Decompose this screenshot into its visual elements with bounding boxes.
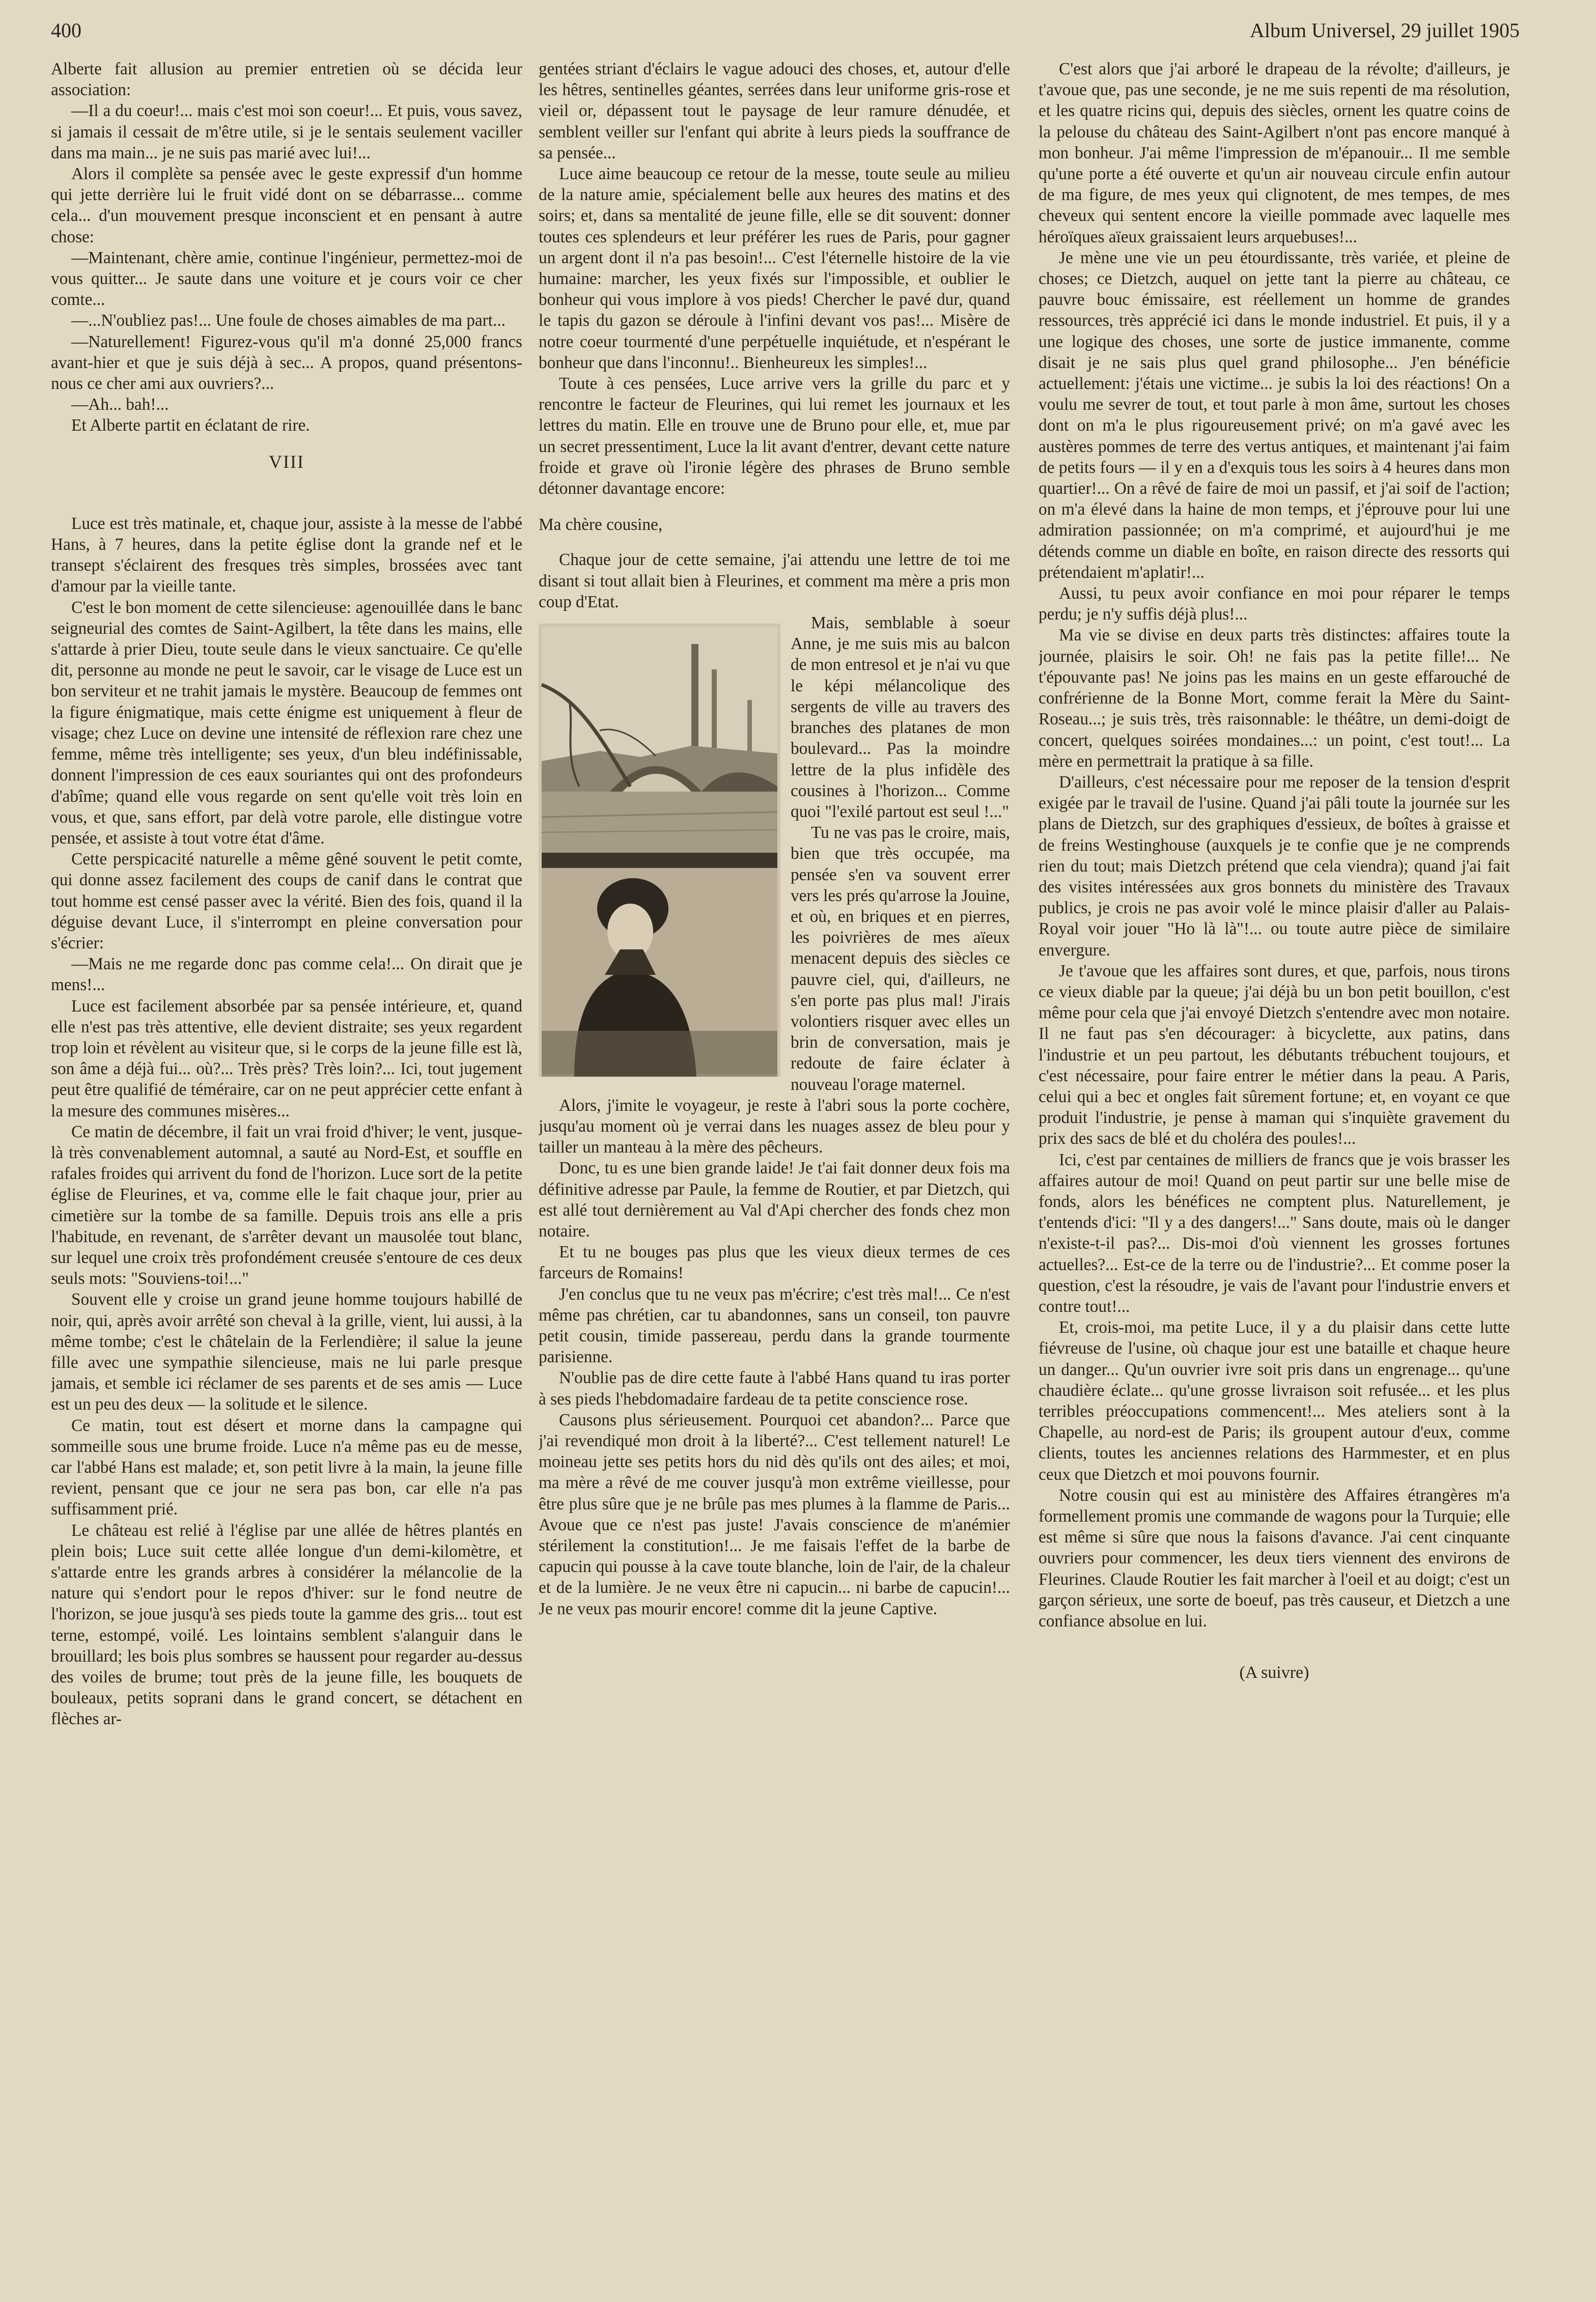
paragraph: Luce aime beaucoup ce retour de la messe, toute seule au milieu de la nature amie, spécialement belle aux heures des matins et des soirs; et, dans sa mentalité de jeune fille, elle se dit souvent: donner toutes ces splendeurs et leur préférer les rues de Paris, pour gagner un argent dont il n'a pas besoin!... C'est l'éternelle histoire de la vie humaine: marcher, les yeux fixés sur l'impossible, et oublier le bonheur qui vous implore à vos pieds! Chercher le pavé dur, quand le tapis du gazon se déroule à l'infini devant vos pas!... Misère de notre coeur tourmenté d'une perpétuelle inquiétude, et n'espérant le bonheur que dans l'inconnu!.. Bienheureux les simples!...	[539, 164, 1010, 372]
paragraph: C'est le bon moment de cette silencieuse: agenouillée dans le banc seigneurial des comtes de Saint-Agilbert, la tête dans les mains, elle s'attarde à prier Dieu, toute seule dans le vieux sanctuaire. Ce qu'elle dit, personne au monde ne peut le savoir, car le visage de Luce est un bon serviteur et ne trahit jamais le mystère. Beaucoup de femmes ont la figure énigmatique, mais cette énigme est uniquement à fleur de visage; chez Luce on devine une intensité de réflexion rare chez une femme, même très intelligente; ses yeux, d'un bleu indéfinissable, donnent l'impression de ces eaux souriantes qui ont des profondeurs d'abîme; quand elle vous regarde on sent qu'elle voit très loin en vous, et que, sans effort, par delà votre parole, elle distingue votre pensée, et assiste à tout votre état d'âme.	[51, 598, 522, 848]
paragraph: Alberte fait allusion au premier entretien où se décida leur association:	[51, 60, 522, 100]
illustration	[539, 624, 780, 1077]
column-2	[539, 59, 1010, 2291]
paragraph: D'ailleurs, c'est nécessaire pour me reposer de la tension d'esprit exigée par le travail de l'usine. Quand j'ai pâli toute la journée sur les plans de Dietzch, sur des graphiques d'essieux, de boîtes à graisse et de freins Westinghouse (auxquels je te confie que je ne comprends rien du tout; mais Dietzch prétend que cela viendra); quand j'ai fait des visites intéressées aux gros bonnets du ministère des Travaux publics, je crois ne pas avoir volé le mince plaisir d'aller au Palais-Royal voir jouer "Ho là là"!... ou toute autre pièce de similaire envergure.	[1039, 772, 1510, 960]
paragraph: —Maintenant, chère amie, continue l'ingénieur, permettez-moi de vous quitter... Je saute dans une voiture et je cours voir ce cher comte...	[51, 248, 522, 310]
paragraph: Ma vie se divise en deux parts très distinctes: affaires toute la journée, plaisirs le soir. Oh! ne fais pas la petite fille!... Ne t'épouvante pas! Ne joins pas les mains en un geste effarouché de confrérienne de la Bonne Mort, comme ferait la Mère du Saint-Roseau...; je suis très, très raisonnable: le théâtre, un demi-doigt de concert, quelques soirées mondaines...: un point, c'est tout!... La mère en permettrait la pratique à sa fille.	[1039, 626, 1510, 771]
paragraph: Aussi, tu peux avoir confiance en moi pour réparer le temps perdu; je n'y suffis déjà plus!...	[1039, 584, 1510, 624]
paragraph: Et tu ne bouges pas plus que les vieux dieux termes de ces farceurs de Romains!	[539, 1243, 1010, 1283]
paragraph: gentées striant d'éclairs le vague adouci des choses, et, autour d'elle les hêtres, sentinelles géantes, serrées dans leur uniforme gris-rose et vieil or, dépassent tout le paysage de leur ramure dénudée, et semblent veiller sur l'enfant qui abrite à leurs pieds la souffrance de sa pensée...	[539, 60, 1010, 162]
paragraph: Notre cousin qui est au ministère des Affaires étrangères m'a formellement promis une commande de wagons pour la Turquie; elle est même si sûre que nous la faisons d'avance. J'ai cent cinquante ouvriers pour commencer, les deux tiers viennent des environs de Fleurines. Claude Routier les fait marcher à l'oeil et au doigt; c'est un garçon sérieux, une sorte de boeuf, pas très causeur, et Dietzch a une confiance absolue en lui.	[1039, 1485, 1510, 1631]
column-1	[51, 59, 522, 2291]
section-heading: VIII	[269, 451, 304, 472]
column-3	[1039, 59, 1510, 2291]
paragraph: —Naturellement! Figurez-vous qu'il m'a donné 25,000 francs avant-hier et que je suis déjà à sec... A propos, quand présentons-nous ce cher ami aux ouvriers?...	[51, 332, 522, 394]
paragraph: Alors, j'imite le voyageur, je reste à l'abri sous la porte cochère, jusqu'au moment où je verrai dans les nuages assez de bleu pour y tailler un manteau à la mère des pêcheurs.	[539, 1096, 1010, 1157]
paragraph: Ce matin, tout est désert et morne dans la campagne qui sommeille sous une brume froide. Luce n'a même pas eu de messe, car l'abbé Hans est malade; et, son petit livre à la main, la jeune fille revient, pensant que ce jour ne sera pas bon, car elle n'a pas suffisamment prié.	[51, 1416, 522, 1519]
paragraph: Luce est très matinale, et, chaque jour, assiste à la messe de l'abbé Hans, à 7 heures, dans la petite église dont la grande nef et le transept s'éclairent des fresques très simples, brossées avec tant d'amour par la vieille tante.	[51, 514, 522, 596]
paragraph: C'est alors que j'ai arboré le drapeau de la révolte; d'ailleurs, je t'avoue que, pas une seconde, je ne me suis repenti de ma résolution, et les quatre ricins qui, depuis des siècles, ornent les quatre coins de la pelouse du château des Saint-Agilbert n'ont pas encore manqué à mon bonheur. J'ai même l'impression de m'épanouir... Il me semble qu'une porte a été ouverte et qu'un air nouveau circule enfin autour de ma figure, de mes yeux qui clignotent, de mes tempes, de mes cheveux qui sentent encore la vieille pommade avec laquelle mes héroïques aïeux graissaient leurs arquebuses!...	[1039, 60, 1510, 246]
publication-date: Album Universel, 29 juillet 1905	[1250, 19, 1520, 42]
paragraph: —Mais ne me regarde donc pas comme cela!... On dirait que je mens!...	[51, 955, 522, 995]
paragraph: Luce est facilement absorbée par sa pensée intérieure, et, quand elle n'est pas très attentive, elle devient distraite; ses yeux regardent trop loin et révèlent au visiteur que, si le corps de la jeune fille est là, son âme a déjà fui... où?... Très près? Très loin?... Ici, tout jugement peut être qualifié de téméraire, car on ne peut apprécier cette enfant à la mesure des communes misères...	[51, 996, 522, 1120]
paragraph: N'oublie pas de dire cette faute à l'abbé Hans quand tu iras porter à ses pieds l'hebdomadaire fardeau de ta petite conscience rose.	[539, 1368, 1010, 1409]
paragraph: —...N'oubliez pas!... Une foule de choses aimables de ma part...	[71, 311, 506, 330]
paragraph: Alors il complète sa pensée avec le geste expressif d'un homme qui jette derrière lui le fruit vidé dont on se débarrasse... comme cela... d'un mouvement presque inconscient et en pensant à autre chose:	[51, 164, 522, 246]
paragraph: Je mène une vie un peu étourdissante, très variée, et pleine de choses; ce Dietzch, auquel on jette tant la pierre au château, ce pauvre bouc émissaire, est réellement un homme de grandes ressources, très apprécié ici dans le monde industriel. Et puis, il y a une logique des choses, une sorte de justice immanente, comme disait je ne sais plus quel grand philosophe... J'en bénéficie actuellement: j'étais une victime... je subis la loi des réactions! On a voulu me sevrer de tout, et tout parle à mon âme, surtout les choses dont on m'a le plus rigoureusement privé; on m'a gavé avec les austères pommes de terre des vertus antiques, et maintenant j'ai faim de petits fours — il y en a d'exquis tous les soirs à 4 heures dans mon quartier!... On a rêvé de faire de moi un passif, et j'ai soif de l'action; on m'a élevé dans la haine de mon temps, et j'éprouve pour lui une admiration passionnée; on m'a comprimé, et aujourd'hui je me détends comme un diable en boîte, en raison directe des ressorts qui prétendaient m'aplatir!...	[1039, 248, 1510, 582]
paragraph: Et Alberte partit en éclatant de rire.	[71, 416, 310, 435]
paragraph: Ce matin de décembre, il fait un vrai froid d'hiver; le vent, jusque-là très convenablement automnal, a sauté au Nord-Est, et souffle en rafales froides qui arrivent du fond de l'horizon. Luce sort de la petite église de Fleurines, et va, comme elle le fait chaque jour, prier au cimetière sur la tombe de sa famille. Depuis trois ans elle a pris l'habitude, en revenant, de s'arrêter devant un mausolée tout blanc, sur lequel une croix très profondément creusée s'entoure de ces deux seuls mots: "Souviens-toi!..."	[51, 1122, 522, 1288]
paragraph: —Il a du coeur!... mais c'est moi son coeur!... Et puis, vous savez, si jamais il cessait de m'être utile, si je le sentais seulement vaciller dans ma main... je ne suis pas marié avec lui!...	[51, 101, 522, 162]
paragraph: Souvent elle y croise un grand jeune homme toujours habillé de noir, qui, après avoir arrêté son cheval à la grille, vient, lui aussi, à la même tombe; c'est le châtelain de la Ferlendière; il salue la jeune fille avec une sympathie silencieuse, mais ne lui parle presque jamais, et semble ici réclamer de ses parents et de ses amis — Luce est un peu des deux — la solitude et le silence.	[51, 1290, 522, 1414]
paragraph: Le château est relié à l'église par une allée de hêtres plantés en plein bois; Luce suit cette allée longue d'un demi-kilomètre, et s'attarde entre les grands arbres à considérer la mélancolie de la nature qui s'endort pour le repos d'hiver: sur le fond neutre de l'horizon, se joue jusqu'à ses pieds toute la gamme des gris... tout est terne, estompé, voilé. Les lointains semblent s'alanguir dans le brouillard; les bois plus sombres se haussent pour regarder au-dessus des voiles de brume; tout près de la jeune fille, les bouquets de bouleaux, petits soprani dans le grand concert, se détachent en flèches ar-	[51, 1521, 522, 1729]
paragraph: Donc, tu es une bien grande laide! Je t'ai fait donner deux fois ma définitive adresse par Paule, la femme de Routier, et par Dietzch, qui est allé tout dernièrement au Val d'Api chercher des fonds chez mon notaire.	[539, 1159, 1010, 1241]
paragraph: Toute à ces pensées, Luce arrive vers la grille du parc et y rencontre le facteur de Fleurines, qui lui remet les journaux et les lettres du matin. Elle en trouve une de Bruno pour elle, et, mue par un secret pressentiment, Luce la lit avant d'entrer, devant cette nature froide et grave où l'ironie légère des phrases de Bruno semble détonner davantage encore:	[539, 374, 1010, 498]
paragraph: Mais, semblable à soeur Anne, je me suis mis au balcon de mon entresol et je n'ai vu que le képi mélancolique des sergents de ville au travers des branches des platanes de mon boulevard... Pas la moindre lettre de la plus infidèle des cousines à l'horizon... Comme quoi "l'exilé partout est seul !..."	[791, 613, 1010, 821]
letter-salutation: Ma chère cousine,	[539, 515, 663, 535]
paragraph: Ici, c'est par centaines de milliers de francs que je vois brasser les affaires autour de moi! Quand on peut partir sur une belle mise de fonds, alors les bénéfices ne comptent plus. Naturellement, je t'entends d'ici: "Il y a des dangers!..." Sans doute, mais où le danger n'existe-t-il pas?... Dis-moi d'où viennent les grosses fortunes actuelles?... Est-ce de la terre ou de l'industrie?... Et comme poser la question, c'est la résoudre, je vais de l'avant pour l'industrie envers et contre tout!...	[1039, 1150, 1510, 1316]
to-be-continued: (A suivre)	[1239, 1663, 1309, 1682]
paragraph: Cette perspicacité naturelle a même gêné souvent le petit comte, qui donne assez facilement des coups de canif dans le contrat que tout homme est censé passer avec la vérité. Bien des fois, quand il la déguise devant Luce, il s'interrompt en pleine conversation pour s'écrier:	[51, 850, 522, 952]
paragraph: Chaque jour de cette semaine, j'ai attendu une lettre de toi me disant si tout allait bien à Fleurines, et comment ma mère a pris mon coup d'Etat.	[539, 550, 1010, 611]
paragraph: —Ah... bah!...	[71, 395, 169, 414]
paragraph: J'en conclus que tu ne veux pas m'écrire; c'est très mal!... Ce n'est même pas chrétien, car tu abandonnes, sans un conseil, ton pauvre petit cousin, timide passereau, perdu dans la grande tourmente parisienne.	[539, 1284, 1010, 1367]
woman-at-window-illustration	[539, 624, 780, 1077]
paragraph: Tu ne vas pas le croire, mais, bien que très occupée, ma pensée s'en va souvent errer vers les prés qu'arrose la Jouine, et où, en briques et en pierres, les poivrières de mes aïeux menacent depuis des siècles ce pauvre ciel, qui, d'ailleurs, ne s'en porte pas plus mal! J'irais volontiers risquer avec elles un brin de conversation, mais je redoute de faire éclater à nouveau l'orage maternel.	[791, 823, 1010, 1094]
paragraph: Causons plus sérieusement. Pourquoi cet abandon?... Parce que j'ai revendiqué mon droit à la liberté?... C'est tellement naturel! Le moineau jette ses petits hors du nid dès qu'ils ont des ailes; et moi, ma mère a rêvé de me couver jusqu'à mon extrême vieillesse, pour être plus sûre que je ne brûle pas mes plumes à la flamme de Paris... Avoue que ce n'est pas juste! J'avais conscience de m'anémier stérilement la constitution!... Je me faisais l'effet de la barbe de capucin qui pousse à la cave toute blanche, loin de l'air, de la chaleur et de la lumière. Je ne veux être ni capucin... ni barbe de capucin!... Je ne veux pas mourir encore! comme dit la jeune Captive.	[539, 1410, 1010, 1618]
page-number: 400	[51, 19, 81, 42]
page-header	[51, 15, 1520, 46]
paragraph: Et, crois-moi, ma petite Luce, il y a du plaisir dans cette lutte fiévreuse de l'usine, où chaque jour est une bataille et chaque heure un danger... Qu'un ouvrier ivre soit pris dans un engrenage... qu'une chaudière éclate... qu'une grosse livraison soit refusée... et les plus terribles préoccupations commencent!... Mes ateliers sont à la Chapelle, au nord-est de Paris; ils groupent autour d'eux, comme clients, toutes les anciennes relations des Harmmester, et en plus ceux que Dietzch et moi pouvons fournir.	[1039, 1318, 1510, 1484]
paragraph: Je t'avoue que les affaires sont dures, et que, parfois, nous tirons ce vieux diable par la queue; j'ai déjà bu un bon petit bouillon, c'est même pour cela que j'ai envoyé Dietzch s'entendre avec mon notaire. Il ne faut pas s'en décourager: à bicyclette, aux patins, dans l'industrie et un peu partout, les débutants trébuchent toujours, et c'est nécessaire, pour faire entrer le métier dans la peau. A Paris, celui qui a bec et ongles fait sûrement fortune; et, en voyant ce que produit l'industrie, je pense à maman qui s'inquiète gravement du prix des sacs de blé et du choléra des poules!...	[1039, 961, 1510, 1148]
